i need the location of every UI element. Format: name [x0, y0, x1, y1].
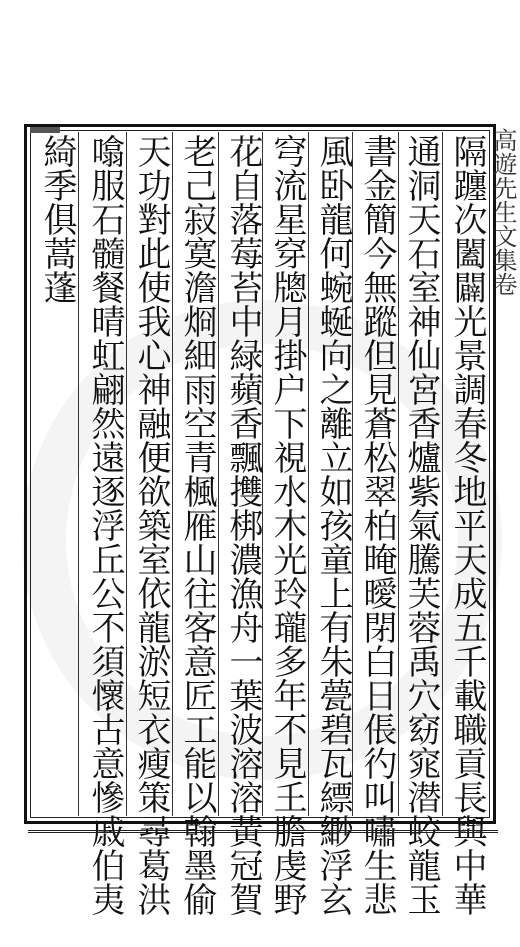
- column-rule: [442, 132, 443, 816]
- column-rule: [308, 132, 309, 816]
- column-rule: [172, 132, 173, 816]
- running-header: 高遊先生文集卷: [489, 128, 517, 296]
- text-column: 綺季俱蒿蓬: [37, 134, 77, 304]
- column-rule: [126, 132, 127, 816]
- text-column: 天功對此使我心神融便欲築室依龍淤短衣瘦策尋葛洪: [131, 134, 171, 916]
- bottom-rule: [28, 820, 498, 833]
- text-column: 老己寂寞澹烱細雨空青楓雁山往客意匠工能以翰墨偷: [177, 134, 217, 916]
- text-column: 花自落莓苔中緑蘋香飄㩳梆濃漁舟一葉波溶溶黃冠賀: [223, 134, 263, 916]
- text-column: 通洞天石室神仙宮香爐紫氣騰芙蓉禹穴窈窕潜蛟龍玉: [401, 134, 441, 916]
- text-column: 穹流星穿牕月掛户下視水木光玲瓏多年不見𡈼膽虔野: [267, 134, 307, 916]
- text-column: 書金簡今無蹤但見蒼松翠柏晻曖閉白日倀彴叫嘯生悲: [357, 134, 397, 916]
- corner-mark: [30, 127, 60, 133]
- text-column: 噏服石髓餐晴虹翩然遠逐浮丘公不須懷古意慘戚伯夷: [85, 134, 125, 916]
- column-rule: [218, 132, 219, 816]
- column-rule: [398, 132, 399, 816]
- column-rule: [78, 132, 79, 816]
- text-column: 隔躔次闔闢光景調春冬地平天成五千載職貢長與中華: [447, 134, 487, 916]
- text-column: 風卧龍何蜿蜒向之離立如孩童上有朱甍碧瓦縹緲浮玄: [313, 134, 353, 916]
